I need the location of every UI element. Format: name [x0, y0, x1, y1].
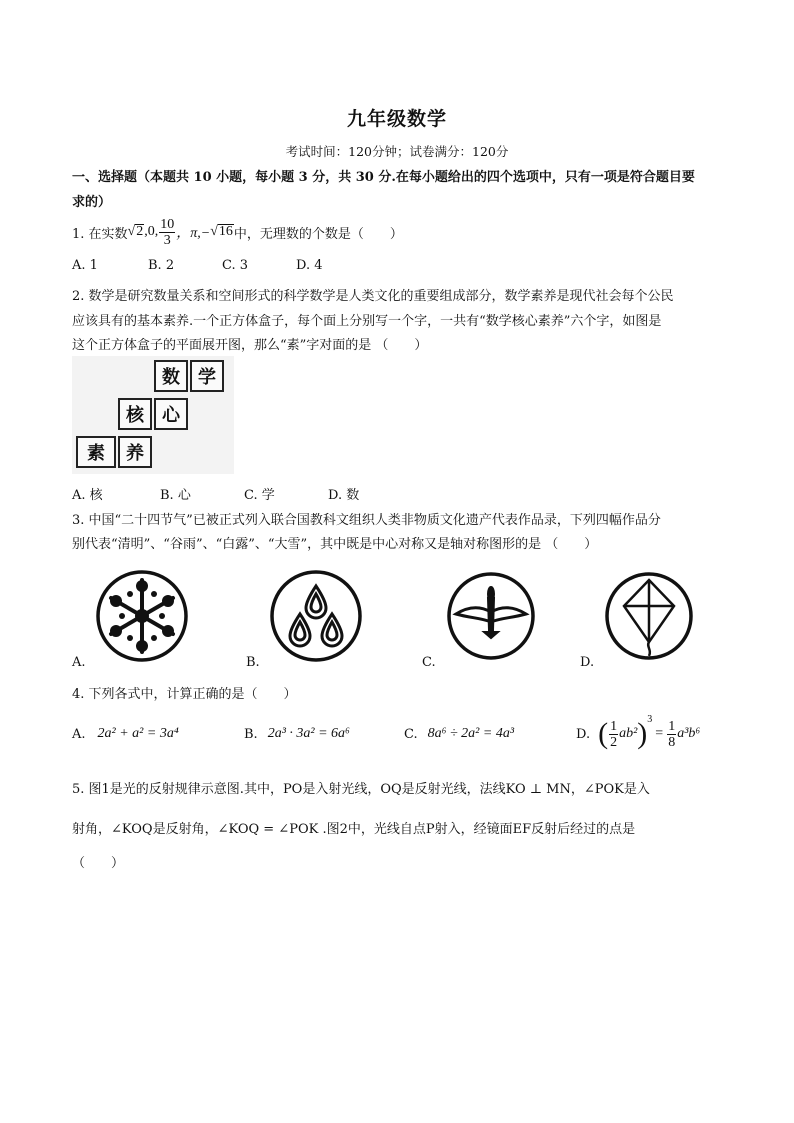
question-5-line3: （ ）: [72, 856, 125, 871]
dove-circle-icon: [446, 568, 536, 664]
q1-suffix: 中，无理数的个数是（ ）: [233, 226, 403, 242]
q4-a-label: A.: [72, 726, 86, 742]
q4-d-rhs-fraction: [667, 719, 676, 750]
question-2-line2: 应该具有的基本素养.一个正方体盒子，每个面上分别写一个字，一共有“数学核心素养”六个字，如图是: [72, 314, 662, 329]
net-cell-su: 素: [76, 436, 116, 468]
question-4-stem: 4. 下列各式中，计算正确的是（ ）: [72, 687, 297, 702]
question-2-line1: 2. 数学是研究数量关系和空间形式的科学数学是人类文化的重要组成部分，数学素养是现代社会每个公民: [72, 289, 674, 304]
q1-prefix: 1. 在实数: [72, 226, 128, 242]
section-heading-line2: 求的）: [72, 195, 112, 210]
q4-option-b[interactable]: [244, 726, 350, 742]
exam-info: 考试时间：120分钟；试卷满分：120分: [285, 144, 509, 159]
q4-b-expression: 2a³ · 3a² = 6a⁶: [267, 726, 350, 741]
pi-term: ，π,−: [176, 226, 211, 241]
frac-numerator: 10: [160, 216, 175, 232]
q4-option-a[interactable]: [72, 726, 179, 742]
q4-d-inner: ab²: [619, 726, 638, 741]
q1-option-b[interactable]: B. 2: [148, 258, 175, 273]
question-5-line2: 射角，∠KOQ是反射角，∠KOQ = ∠POK .图2中，光线自点P射入，经镜面EF反射后经过的点是: [72, 822, 636, 837]
question-3-line2: 别代表“清明”、“谷雨”、“白露”、“大雪”，其中既是中心对称又是轴对称图形的是 （ ）: [72, 537, 598, 552]
q4-b-label: B.: [244, 726, 258, 742]
fraction-10-3: [159, 217, 175, 248]
net-cell-xin: 心: [154, 398, 188, 430]
frac-denominator: 3: [163, 232, 171, 248]
sqrt-16-radicand: 16: [218, 224, 233, 239]
question-2-line3: 这个正方体盒子的平面展开图，那么“素”字对面的是 （ ）: [72, 338, 428, 353]
cube-net-figure: [72, 356, 234, 474]
q4-d-frac-den: 2: [610, 734, 618, 750]
question-5-line1: 5. 图1是光的反射规律示意图.其中，PO是入射光线，OQ是反射光线，法线KO ⊥ MN，∠POK是入: [72, 782, 650, 797]
q1-option-c[interactable]: C. 3: [222, 258, 249, 273]
sqrt-16: √16: [210, 224, 233, 239]
q2-option-c[interactable]: C. 学: [244, 488, 275, 503]
three-drops-circle-icon: [268, 568, 364, 664]
q4-d-rhs-expression: a³b⁶: [677, 726, 701, 741]
sqrt-2-radicand: 2: [136, 224, 144, 239]
q2-option-b[interactable]: B. 心: [160, 488, 191, 503]
question-1-stem: [72, 214, 403, 250]
q4-a-expression: 2a² + a² = 3a⁴: [97, 726, 179, 741]
q3-option-c[interactable]: C.: [422, 655, 436, 670]
q1-option-a[interactable]: A. 1: [72, 258, 98, 273]
page-title: 九年级数学: [346, 108, 447, 130]
net-cell-shu: 数: [154, 360, 188, 392]
q4-c-label: C.: [404, 726, 418, 742]
q1-option-d[interactable]: D. 4: [296, 258, 323, 273]
question-3-line1: 3. 中国“二十四节气”已被正式列入联合国教科文组织人类非物质文化遗产代表作品录，下列四幅作品分: [72, 513, 661, 528]
left-paren: (: [598, 717, 609, 750]
q4-option-c[interactable]: [404, 726, 514, 742]
q2-option-d[interactable]: D. 数: [328, 488, 360, 503]
q2-option-a[interactable]: A. 核: [72, 488, 103, 503]
q4-d-label: D.: [576, 726, 591, 742]
net-cell-xue: 学: [190, 360, 224, 392]
q4-c-expression: 8a⁶ ÷ 2a² = 4a³: [427, 726, 515, 741]
section-heading-line1: 一、选择题（本题共 10 小题，每小题 3 分，共 30 分.在每小题给出的四个选项中，只有一项是符合题目要: [72, 170, 695, 185]
kite-circle-icon: [604, 568, 694, 664]
q4-d-rhs-num: 1: [668, 718, 676, 734]
q3-option-b[interactable]: B.: [246, 655, 260, 670]
q4-option-d[interactable]: [576, 712, 700, 756]
net-cell-yang: 养: [118, 436, 152, 468]
net-cell-he: 核: [118, 398, 152, 430]
sqrt-2: √2: [127, 224, 144, 239]
q4-d-exponent: 3: [647, 714, 653, 725]
q4-d-frac-num: 1: [610, 718, 618, 734]
equals-sign: =: [655, 726, 664, 741]
q4-d-fraction: [609, 719, 618, 750]
q3-option-a[interactable]: A.: [72, 655, 86, 670]
zero-term: ,0,: [144, 224, 159, 239]
q4-d-rhs-den: 8: [668, 734, 676, 750]
q3-option-d[interactable]: D.: [580, 655, 595, 670]
right-paren: ): [637, 717, 648, 750]
snowflake-circle-icon: [94, 568, 190, 664]
